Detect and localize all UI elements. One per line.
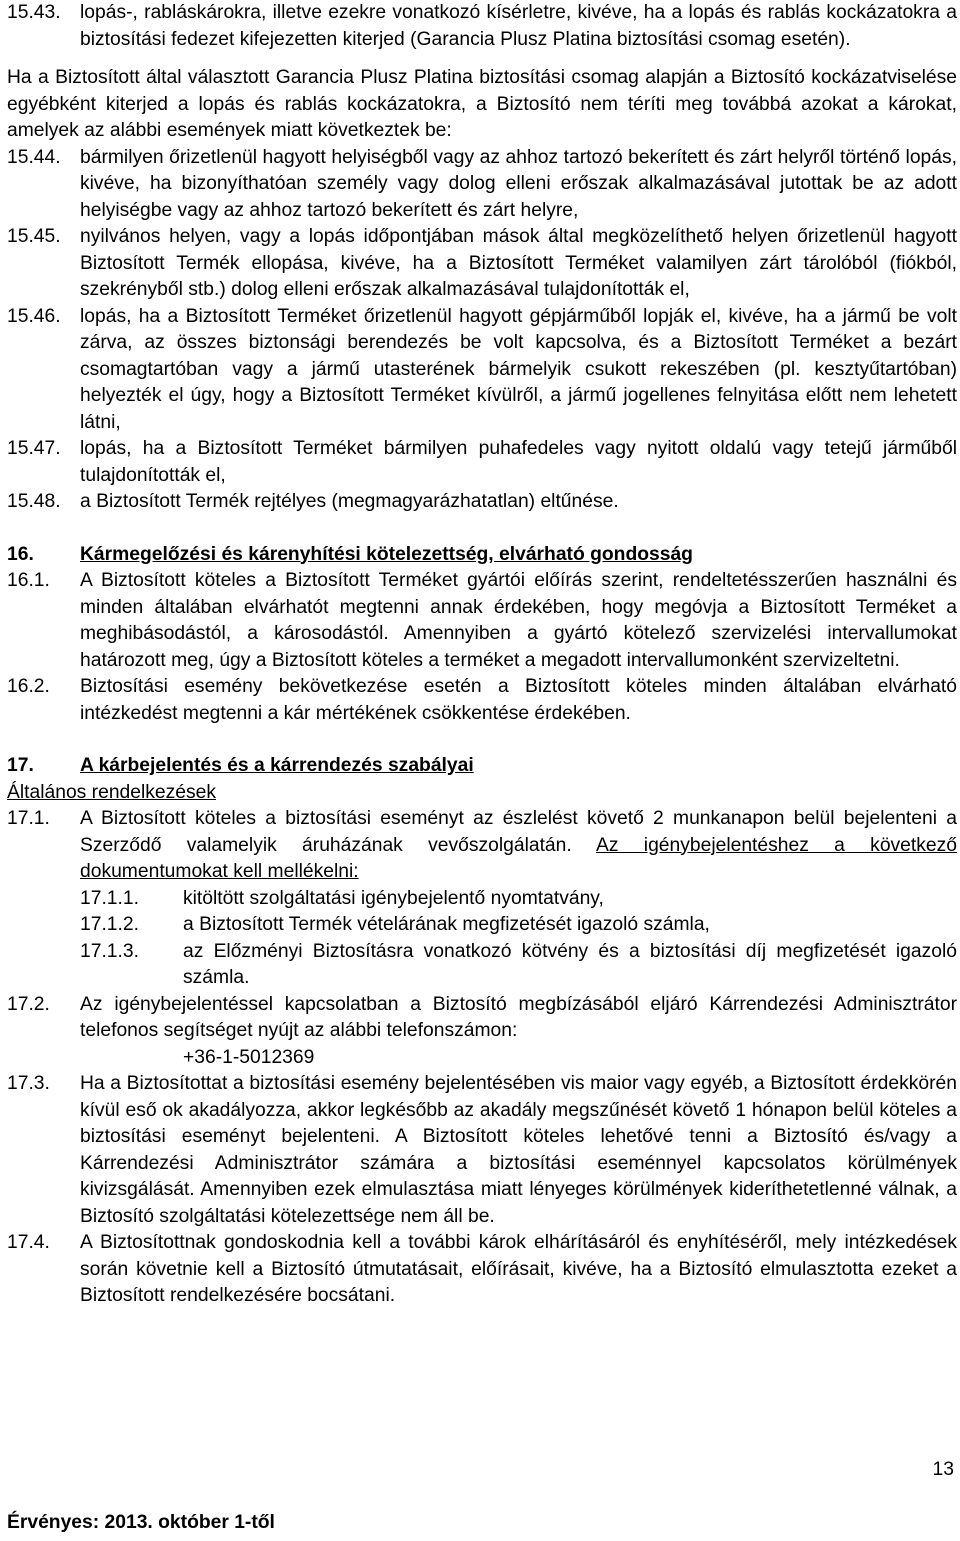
clause-number: 15.44. xyxy=(7,146,61,168)
clause-text: A Biztosított köteles a Biztosított Terméket gyártói előírás szerint, rendeltetésszerűen használni és minden általában elvárhatót megtenni annak érdekében, hogy megóvja a Biztosított Terméket a meghibásodástól, a károsodástól. Amennyiben a gyártó kötelező szervizelési intervallumokat határozott meg, úgy a Biztosított köteles a terméket a megadott intervallumonként szervizeltetni. xyxy=(80,570,957,671)
validity-footer: Érvényes: 2013. október 1-től xyxy=(7,1512,275,1533)
clause-number: 15.46. xyxy=(7,305,61,327)
section-title: A kárbejelentés és a kárrendezés szabályai xyxy=(80,755,474,776)
subclause-text: az Előzményi Biztosításra vonatkozó kötvény és a biztosítási díj megfizetését igazoló számla. xyxy=(183,940,957,988)
clause-17-3 xyxy=(7,1071,957,1230)
clause-number: 17.4. xyxy=(7,1232,50,1253)
clause-text: lopás, ha a Biztosított Terméket bármilyen puhafedeles vagy nyitott oldalú vagy tetejű járműből tulajdonították el, xyxy=(80,438,957,486)
clause-text: lopás-, rabláskárokra, illetve ezekre vonatkozó kísérletre, kivéve, ha a lopás és rablás kockázatokra a biztosítási fedezet kifejezetten kiterjed (Garancia Plusz Platina biztosítási csomag esetén). xyxy=(80,2,957,50)
clause-number: 15.45. xyxy=(7,226,61,247)
subclause-number: 17.1.1. xyxy=(80,887,139,909)
clause-text: lopás, ha a Biztosított Terméket őrizetlenül hagyott gépjárműből lopják el, kivéve, ha a jármű be volt zárva, az összes biztonsági berendezés be volt kapcsolva, és a Biztosított Terméket a bezárt csomagtartóban vagy a jármű utasterének bármelyik csukott rekeszében (pl. kesztyűtartóban) helyezték el úgy, hogy a Biztosított Terméket kívülről, a jármű jogellenes felnyitása előtt nem lehetett látni, xyxy=(80,305,957,433)
clause-text: a Biztosított Termék rejtélyes (megmagyarázhatatlan) eltűnése. xyxy=(80,491,619,512)
clause-text: A Biztosítottnak gondoskodnia kell a további károk elhárításáról és enyhítéséről, mely intézkedések során követnie kell a Biztosító útmutatásait, előírásait, kivéve, ha a Biztosító elmulasztotta ezeket a Biztosított rendelkezésére bocsátani. xyxy=(80,1232,957,1306)
clause-17-4 xyxy=(7,1230,957,1310)
clause-number: 15.47. xyxy=(7,438,61,459)
document-page xyxy=(7,0,957,1310)
clause-number: 17.3. xyxy=(7,1073,50,1094)
clause-17-1 xyxy=(7,806,957,886)
clause-text-underlined: Az igénybejelentéshez a következő dokumentumokat kell mellékelni: xyxy=(80,834,957,882)
subclause-number: 17.1.3. xyxy=(80,940,139,962)
clause-number: 15.48. xyxy=(7,491,61,512)
clause-16-2 xyxy=(7,674,957,727)
clause-15-46 xyxy=(7,304,957,437)
clause-15-43 xyxy=(7,0,957,53)
subclause-text: kitöltött szolgáltatási igénybejelentő nyomtatvány, xyxy=(183,887,604,909)
clause-text: bármilyen őrizetlenül hagyott helyiségből vagy az ahhoz tartozó bekerített és zárt helyről történő lopás, kivéve, ha bizonyíthatóan személy vagy dolog elleni erőszak alkalmazásával jutottak be az adott helyiségbe vagy az ahhoz tartozó bekerített és zárt helyre, xyxy=(80,146,957,221)
clause-number: 17.2. xyxy=(7,993,50,1015)
clause-text: Ha a Biztosítottat a biztosítási esemény bejelentésében vis maior vagy egyéb, a Biztosított érdekkörén kívül eső ok akadályozza, akkor legkésőbb az akadály megszűnését követő 1 hónapon belül köteles a biztosítási eseményt bejelenteni. A Biztosított köteles lehetővé tenni a Biztosító és/vagy a Kárrendezési Adminisztrátor számára a biztosítási eseménnyel kapcsolatos körülmények kivizsgálását. Amennyiben ezek elmulasztása miatt lényeges körülmények kideríthetetlenné válnak, a Biztosító szolgáltatási kötelezettsége nem áll be. xyxy=(80,1073,957,1227)
section-number: 16. xyxy=(7,543,34,565)
phone-number: +36-1-5012369 xyxy=(183,1046,315,1068)
section-title: Kármegelőzési és kárenyhítési kötelezettség, elvárható gondosság xyxy=(80,543,693,565)
clause-number: 15.43. xyxy=(7,2,61,23)
clause-16-1 xyxy=(7,568,957,674)
clause-number: 16.1. xyxy=(7,570,50,591)
clause-15-45 xyxy=(7,224,957,304)
clause-text xyxy=(80,806,957,886)
clause-text-main: A Biztosított köteles a biztosítási eseményt az észlelést követő 2 munkanapon belül bejelenteni a Szerződő valamelyik áruházának vevőszolgálatán. xyxy=(80,808,957,856)
section-16-heading xyxy=(7,542,957,569)
clause-17-1-3 xyxy=(7,939,957,992)
clause-number: 16.2. xyxy=(7,676,50,697)
clause-15-47 xyxy=(7,436,957,489)
subclause-text: a Biztosított Termék vételárának megfizetését igazoló számla, xyxy=(183,914,710,935)
clause-number: 17.1. xyxy=(7,808,50,829)
clause-text: Biztosítási esemény bekövetkezése esetén a Biztosított köteles minden általában elvárható intézkedést megtenni a kár mértékének csökkentése érdekében. xyxy=(80,676,957,724)
intro-paragraph: Ha a Biztosított által választott Garancia Plusz Platina biztosítási csomag alapján a Biztosító kockázatviselése egyébként kiterjed a lopás és rablás kockázatokra, a Biztosító nem téríti meg továbbá azokat a károkat, amelyek az alábbi események miatt következtek be: xyxy=(7,67,957,141)
clause-text: Az igénybejelentéssel kapcsolatban a Biztosító megbízásából eljáró Kárrendezési Adminisztrátor telefonos segítséget nyújt az alábbi telefonszámon: xyxy=(80,993,957,1041)
section-17-heading xyxy=(7,753,957,780)
section-number: 17. xyxy=(7,755,34,776)
general-provisions-subheading: Általános rendelkezések xyxy=(7,781,217,803)
clause-15-48 xyxy=(7,489,957,516)
page-number: 13 xyxy=(932,1459,954,1480)
clause-text: nyilvános helyen, vagy a lopás időpontjában mások által megközelíthető helyen őrizetlenül hagyott Biztosított Termék ellopása, kivéve, ha a Biztosított Terméket valamilyen zárt tárolóból (fiókból, szekrényből stb.) dolog elleni erőszak alkalmazásával tulajdonították el, xyxy=(80,226,957,300)
clause-15-44 xyxy=(7,145,957,225)
subclause-number: 17.1.2. xyxy=(80,914,139,935)
clause-17-2 xyxy=(7,992,957,1045)
clause-17-1-1 xyxy=(7,886,957,913)
clause-17-1-2 xyxy=(7,912,957,939)
